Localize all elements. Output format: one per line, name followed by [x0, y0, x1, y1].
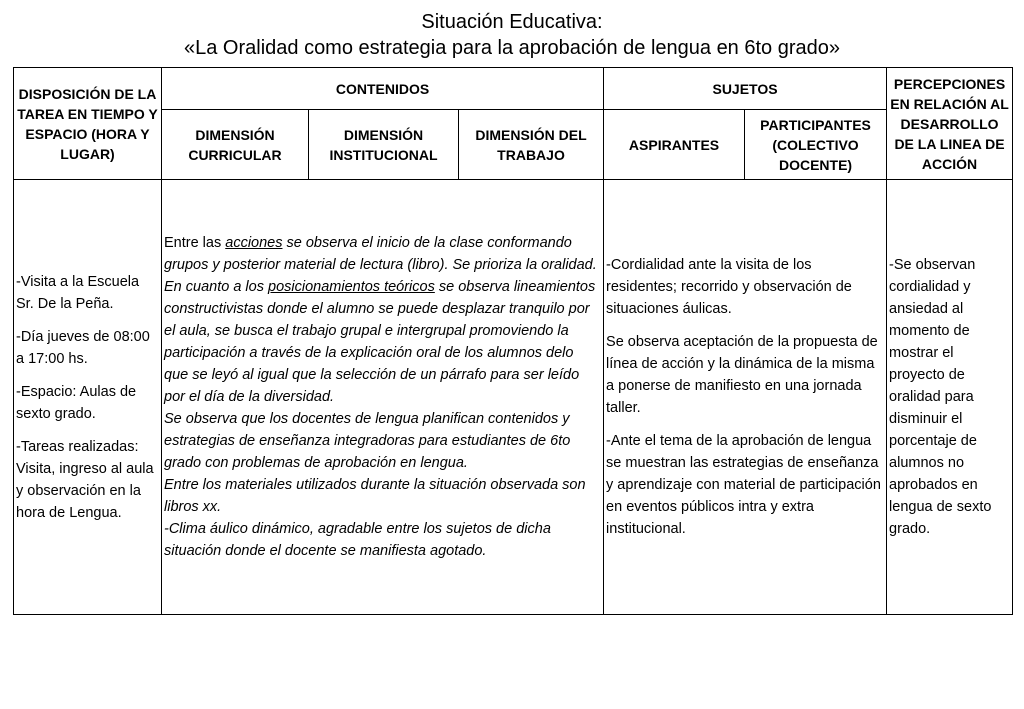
contenidos-acciones: Entre las acciones se observa el inicio de la clase conformando grupos y posterior material de lectura (libro). Se prioriza la oralidad. [164, 235, 597, 273]
cell-contenidos [162, 180, 604, 615]
acciones-link-text: acciones [225, 235, 283, 251]
sujetos-aceptacion: Se observa aceptación de la propuesta de línea de acción y la dinámica de la misma a ponerse de manifiesto en una jornada taller. [606, 334, 878, 416]
header-aspirantes: ASPIRANTES [604, 110, 745, 180]
sujetos-aprobacion: -Ante el tema de la aprobación de lengua se muestran las estrategias de enseñanza y aprendizaje con material de participación en eventos públicos intra y extra institucional. [606, 433, 881, 537]
disposicion-visita: -Visita a la Escuela Sr. De la Peña. [16, 273, 140, 312]
header-disposicion: DISPOSICIÓN DE LA TAREA EN TIEMPO Y ESPACIO (HORA Y LUGAR) [14, 68, 162, 180]
page-subtitle: «La Oralidad como estrategia para la aprobación de lengua en 6to grado» [183, 37, 840, 59]
header-sujetos: SUJETOS [604, 68, 887, 110]
disposicion-dia: -Día jueves de 08:00 a 17:00 hs. [16, 328, 150, 367]
contenidos-posicionamientos: En cuanto a los posicionamientos teóricos se observa lineamientos constructivistas donde el alumno se puede desplazar tranquilo por el aula, se busca el trabajo grupal e intergrupal promoviendo la participación a través de la explicación oral de los alumnos delo que se leyó al igual que la selección de un párrafo para ser leído por el día de la diversidad. [164, 279, 596, 405]
sujetos-cordialidad: -Cordialidad ante la visita de los residentes; recorrido y observación de situaciones áulicas. [606, 257, 852, 317]
header-dimension-trabajo: DIMENSIÓN DEL TRABAJO [459, 110, 604, 180]
cell-percepciones: -Se observan cordialidad y ansiedad al momento de mostrar el proyecto de oralidad para disminuir el porcentaje de alumnos no aprobados en lengua de sexto grado. [887, 180, 1013, 615]
header-dimension-institucional: DIMENSIÓN INSTITUCIONAL [309, 110, 459, 180]
header-participantes: PARTICIPANTES (COLECTIVO DOCENTE) [745, 110, 887, 180]
header-contenidos: CONTENIDOS [162, 68, 604, 110]
cell-sujetos [604, 180, 887, 615]
disposicion-tareas: -Tareas realizadas: Visita, ingreso al aula y observación en la hora de Lengua. [16, 438, 154, 521]
observation-table [13, 67, 1013, 615]
contenidos-materiales: Entre los materiales utilizados durante la situación observada son libros xx. [164, 477, 586, 515]
disposicion-espacio: -Espacio: Aulas de sexto grado. [16, 383, 137, 422]
contenidos-docentes: Se observa que los docentes de lengua planifican contenidos y estrategias de enseñanza integradoras para estudiantes de 6to grado con problemas de aprobación en lengua. [164, 411, 571, 471]
header-percepciones: PERCEPCIONES EN RELACIÓN AL DESARROLLO DE LA LINEA DE ACCIÓN [887, 68, 1013, 180]
header-dimension-curricular: DIMENSIÓN CURRICULAR [162, 110, 309, 180]
page-title: Situación Educativa: [421, 11, 603, 33]
posicionamientos-text: posicionamientos teóricos [268, 279, 435, 295]
contenidos-clima: -Clima áulico dinámico, agradable entre los sujetos de dicha situación donde el docente se manifiesta agotado. [164, 521, 551, 559]
cell-disposicion [14, 180, 162, 615]
